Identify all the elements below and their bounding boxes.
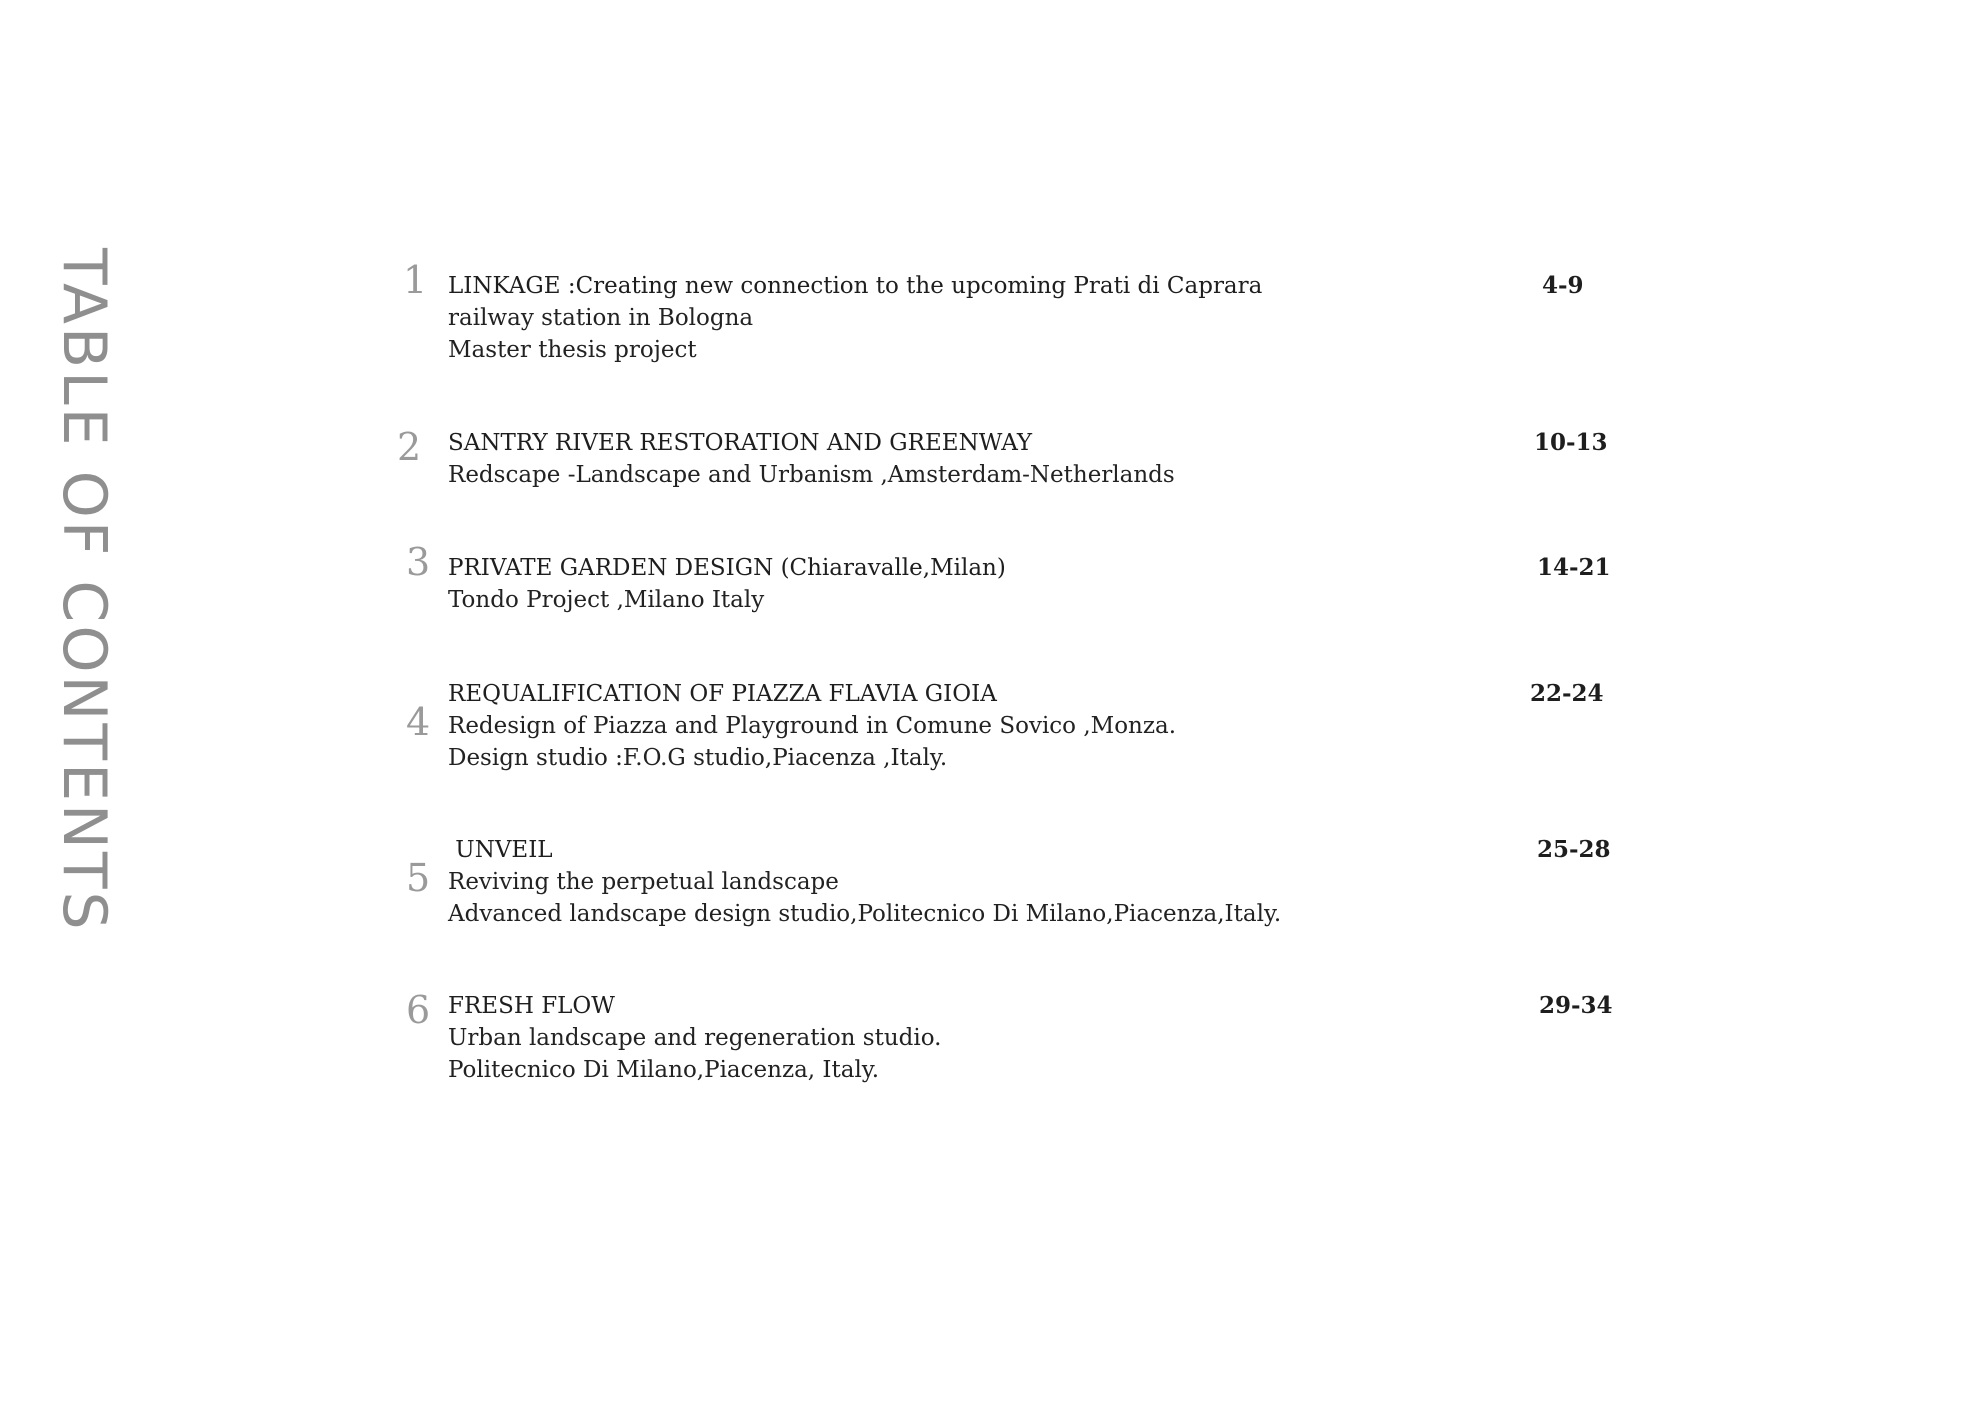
entry-number: 4 [406,700,431,744]
entry-pages: 4-9 [1542,272,1584,299]
entry-number: 2 [397,425,422,469]
entry-subtitle: Redscape -Landscape and Urbanism ,Amsterdam-Netherlands [448,462,1175,488]
entry-lines [448,834,1281,930]
entry-pages: 22-24 [1530,680,1604,707]
entry-subtitle: railway station in Bologna [448,305,754,331]
entry-subtitle: Design studio :F.O.G studio,Piacenza ,Italy. [448,745,948,771]
entry-subtitle: Tondo Project ,Milano Italy [448,587,765,613]
entry-number: 6 [406,988,431,1032]
entry-lines [448,552,1006,616]
entry-pages: 14-21 [1537,554,1611,581]
entry-heading: LINKAGE :Creating new connection to the upcoming Prati di Caprara [448,273,1263,299]
entry-lines [448,270,1262,366]
entry-number: 3 [406,540,431,584]
entry-lines [448,990,941,1086]
entry-heading: SANTRY RIVER RESTORATION AND GREENWAY [448,430,1033,456]
entry-number: 5 [406,856,431,900]
entry-pages: 10-13 [1534,429,1608,456]
entry-lines [448,427,1175,491]
entry-heading: REQUALIFICATION OF PIAZZA FLAVIA GIOIA [448,681,997,707]
page-title: TABLE OF CONTENTS [49,247,119,933]
entry-subtitle: Reviving the perpetual landscape [448,869,839,895]
entry-subtitle: Master thesis project [448,337,697,363]
entry-pages: 29-34 [1539,992,1613,1019]
entry-subtitle: Urban landscape and regeneration studio. [448,1025,942,1051]
entry-heading: FRESH FLOW [448,993,615,1019]
entry-subtitle: Redesign of Piazza and Playground in Comune Sovico ,Monza. [448,713,1177,739]
entry-subtitle: Politecnico Di Milano,Piacenza, Italy. [448,1057,880,1083]
vertical-title [48,240,120,940]
entry-lines [448,678,1176,774]
entry-heading: PRIVATE GARDEN DESIGN (Chiaravalle,Milan) [448,555,1006,581]
entry-heading: UNVEIL [448,837,553,863]
entry-pages: 25-28 [1537,836,1611,863]
entry-subtitle: Advanced landscape design studio,Politecnico Di Milano,Piacenza,Italy. [448,901,1282,927]
entry-number: 1 [403,258,428,302]
